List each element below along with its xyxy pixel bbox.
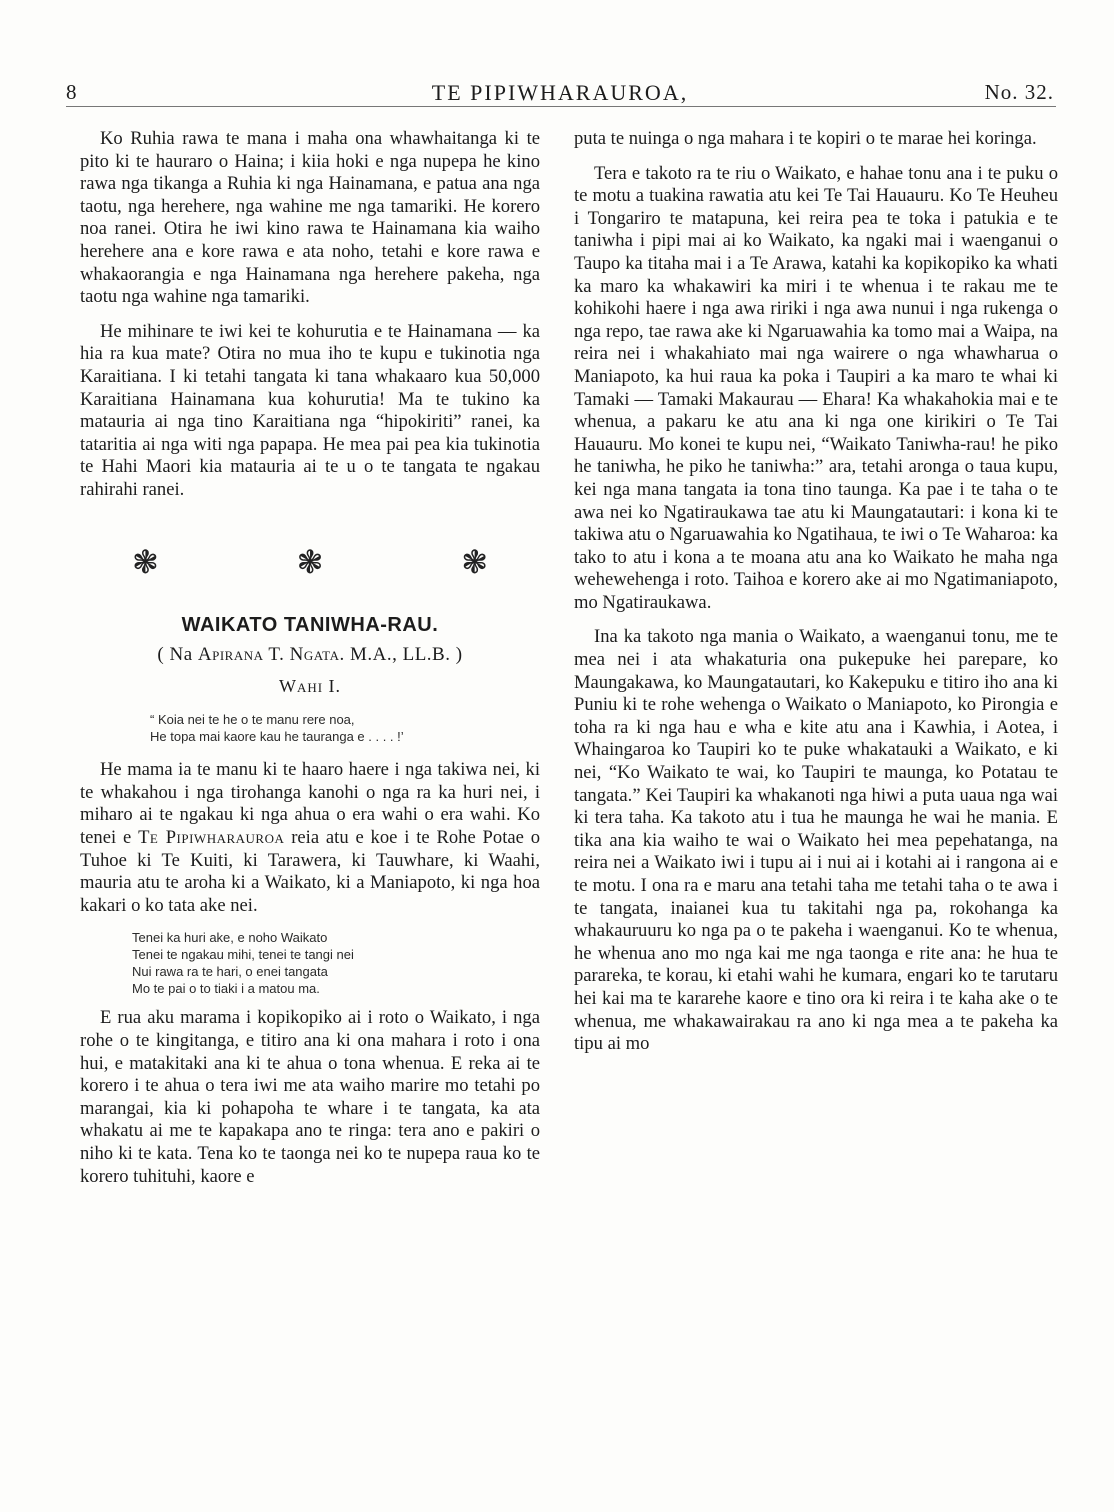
newspaper-name: Te Pipiwharauroa bbox=[138, 827, 285, 849]
asterism-ornament-icon: ❃ bbox=[296, 543, 324, 580]
paragraph-text: reia atu e koe i te Rohe Potae o Tuhoe ki Te Kuiti, ki Tarawera, ki Tauwhare, ki Waahi, mauria atu te aroha ki a Waikato, ki a Maniapoto, ki nga hoa kakari o ko tata ake nei. bbox=[80, 827, 540, 916]
epigraph-line: He topa mai kaore kau he tauranga e . . . . !’ bbox=[150, 729, 404, 745]
article-paragraph-continued: puta te nuinga o nga mahara i te kopiri o te marae hei koringa. bbox=[574, 128, 1037, 149]
paragraph-russia: Ko Ruhia rawa te mana i maha ona whawhaitanga ki te pito ki te hauraro o Haina; i kiia hoki e nga nupepa he kino rawa nga tikanga a Ruhia ki nga Hainamana, e patua ana nga taotu, nga herehere, nga wahine me nga tamariki. He korero noa ranei. Otira he iwi kino rawa te Hainamana kia waiho herehere ana e kore rawa e ata noho, tetahi e kore rawa e whakaorangia e nga Hainamana nga herehere pakeha, nga taotu nga wahine nga tamariki. bbox=[80, 128, 540, 308]
article-paragraph bbox=[80, 759, 540, 917]
epigraph bbox=[150, 711, 540, 745]
article-paragraph: Ina ka takoto nga mania o Waikato, a waenganui tonu, me te mea nei i ata whakaturia ona pukepuke hei parepare, ko Maungakawa, ko Maungatautari, ko Kakepuku e titiro iho ana ki Puniu ki te rohe wehenga o Waikato o Maniapoto, ko Pirongia e toha ra ki nga hau e wha e kite atu ana i Kawhia, i Aotea, i Whaingaroa ko Taupiri ko te puke whakatauki a Waikato, e ki nei, “Ko Waikato te wai, ko Taupiri te maunga, ko Potatau te tangata.” Kei Taupiri ka whakanoti nga hiwi a puta uaua nga wai ki tera taha. Ka takoto atu i tua he maunga he wai he mania. E tika ana kia waiho te wai o Waikato hei mea pepehatanga, na reira nei a Waikato iwi i tupu ai i nui ai i kotahi ai i rangona ai e te motu. I ona ra e maru ana tetahi taha me tetahi taha o te awa i te tangata, inaianei kua tu takitahi nga pa, rokohanga ka whakauruuru ko nga pa o te pakeha i waenganui. Ko te whenua, he whenua ano mo nga kai me nga taonga e rite ana: he hua te parareka, te korau, ki etahi wahi he kumara, engari ko te tarutaru hei kai ma te kararehe kaore e tino ora ki reira i te kaha ake o te whenua, me whakawairakau ra ano ki nga mea a te pakeha ka tipu ai mo bbox=[574, 626, 1058, 1055]
verse-line: Tenei te ngakau mihi, tenei te tangi nei bbox=[132, 947, 354, 963]
author-degrees: M.A., LL.B. ) bbox=[344, 644, 463, 666]
left-column bbox=[80, 128, 540, 1200]
header-rule bbox=[66, 106, 1056, 107]
author-name: Apirana T. Ngata. bbox=[197, 644, 345, 666]
right-column bbox=[574, 128, 1058, 1068]
article-paragraph: Tera e takoto ra te riu o Waikato, e hahae tonu ana i te puku o te motu a tuakina rawatia atu kei Te Tai Hauauru. Ko Te Heuheu i Tongariro te matapuna, kei reira pea te toka i patukia e te taniwha i pipi mai ai ko Waikato, ka ngaki mai i waenganui o Taupo ka titaha mai i a Te Arawa, katahi ka kopikopiko ka whati ka maro ka whakawiri ka miri i te whenua i te rakau me te kohikohi haere i nga awa ririki i nga awa nunui i nga rukenga o nga repo, tae rawa ake ki Ngaruawahia ka tomo mai a Waipa, na reira nei i whakahiato mai nga wairere o nga whawharua o Maniapoto, ka hui raua ka poka i Taupiri a ka maro te whai ki Tamaki — Tamaki Makaurau — Ehara! Ka whakahokia mai e te whenua, a pakaru ke atu ana ki nga one kirikiri o Te Tai Hauauru. Mo konei te kupu nei, “Waikato Taniwha-rau! he piko he taniwha, he piko he taniwha:” ara, tetahi aronga o taua kupu, kei nga mana tangata ia tona tino taunga. Ka pae i te taha o te awa nei ko Ngatiraukawa tae atu ki Maungatautari: i kona ki te takiwa atu o Ngaruawahia ko Ngatihaua, te iwi o Te Waharoa: ka tako to atu i kona a te moana atu ana ko Waikato he maha nga wehewehenga i roto. Taihoa e korero ake ai mo Ngatimaniapoto, mo Ngatiraukawa. bbox=[574, 162, 1058, 613]
verse-line: Nui rawa ra te hari, o enei tangata bbox=[132, 964, 328, 980]
asterism-ornament-icon: ❃ bbox=[461, 543, 488, 580]
section-ornaments bbox=[80, 543, 540, 580]
article-paragraph: E rua aku marama i kopikopiko ai i roto o Waikato, i nga rohe o te kingitanga, e titiro ana ki ona mahara i roto i ona hui, e matakitaki ana ki te ahua o tona whenua. E reka ai te korero i te ahua o tera iwi me ata waiho marire mo tetahi po marangai, kia ki pohapoha te whare i te tangata, ka ata whakatu ai me te kapakapa ano te ringa: tera ano e pakiri o niho ki te kata. Tena ko te taonga nei ko te nupepa raua ko te korero tuhituhi, kaore e bbox=[80, 1007, 540, 1187]
verse-line: Mo te pai o to tiaki i a matou ma. bbox=[132, 981, 320, 997]
verse-line: Tenei ka huri ake, e noho Waikato bbox=[132, 930, 328, 946]
part-heading: Wahi I. bbox=[278, 675, 342, 696]
byline-open: ( Na bbox=[157, 644, 198, 666]
paragraph-missionaries: He mihinare te iwi kei te kohurutia e te Hainamana — ka hia ra kua mate? Otira no mua iho te kupu e tukinotia nga Karaitiana. I ki tetahi tangata ki tana whakaaro kua 50,000 Karaitiana Hainamana kua kohurutia! Ma te tukino ka matauria ai nga tino Karaitiana nga “hipokiriti” ranei, ka tataritia ai nga witi nga papapa. He mea pai pea kia tukinotia te Hahi Maori kia matauria ai te u o te tangata te ngakau rahirahi ranei. bbox=[80, 320, 540, 500]
running-header bbox=[66, 74, 1054, 108]
issue-number: No. 32. bbox=[984, 80, 1054, 104]
newspaper-title: TE PIPIWHARAUROA, bbox=[431, 80, 689, 105]
asterism-ornament-icon: ❃ bbox=[132, 543, 159, 580]
epigraph-line: “ Koia nei te he o te manu rere noa, bbox=[150, 712, 355, 728]
paragraph-text: He mama ia te manu ki te haaro haere i nga takiwa nei, ki te whakahou i nga tirohanga kanohi o nga ra ka huri nei, i miharo ai te ngakau ki nga ahua o era wahi o era wahi. Ko tenei e bbox=[80, 759, 540, 849]
verse bbox=[132, 929, 540, 997]
page-number: 8 bbox=[66, 80, 77, 104]
article-byline bbox=[80, 644, 540, 667]
article-title: WAIKATO TANIWHA-RAU. bbox=[181, 613, 439, 636]
